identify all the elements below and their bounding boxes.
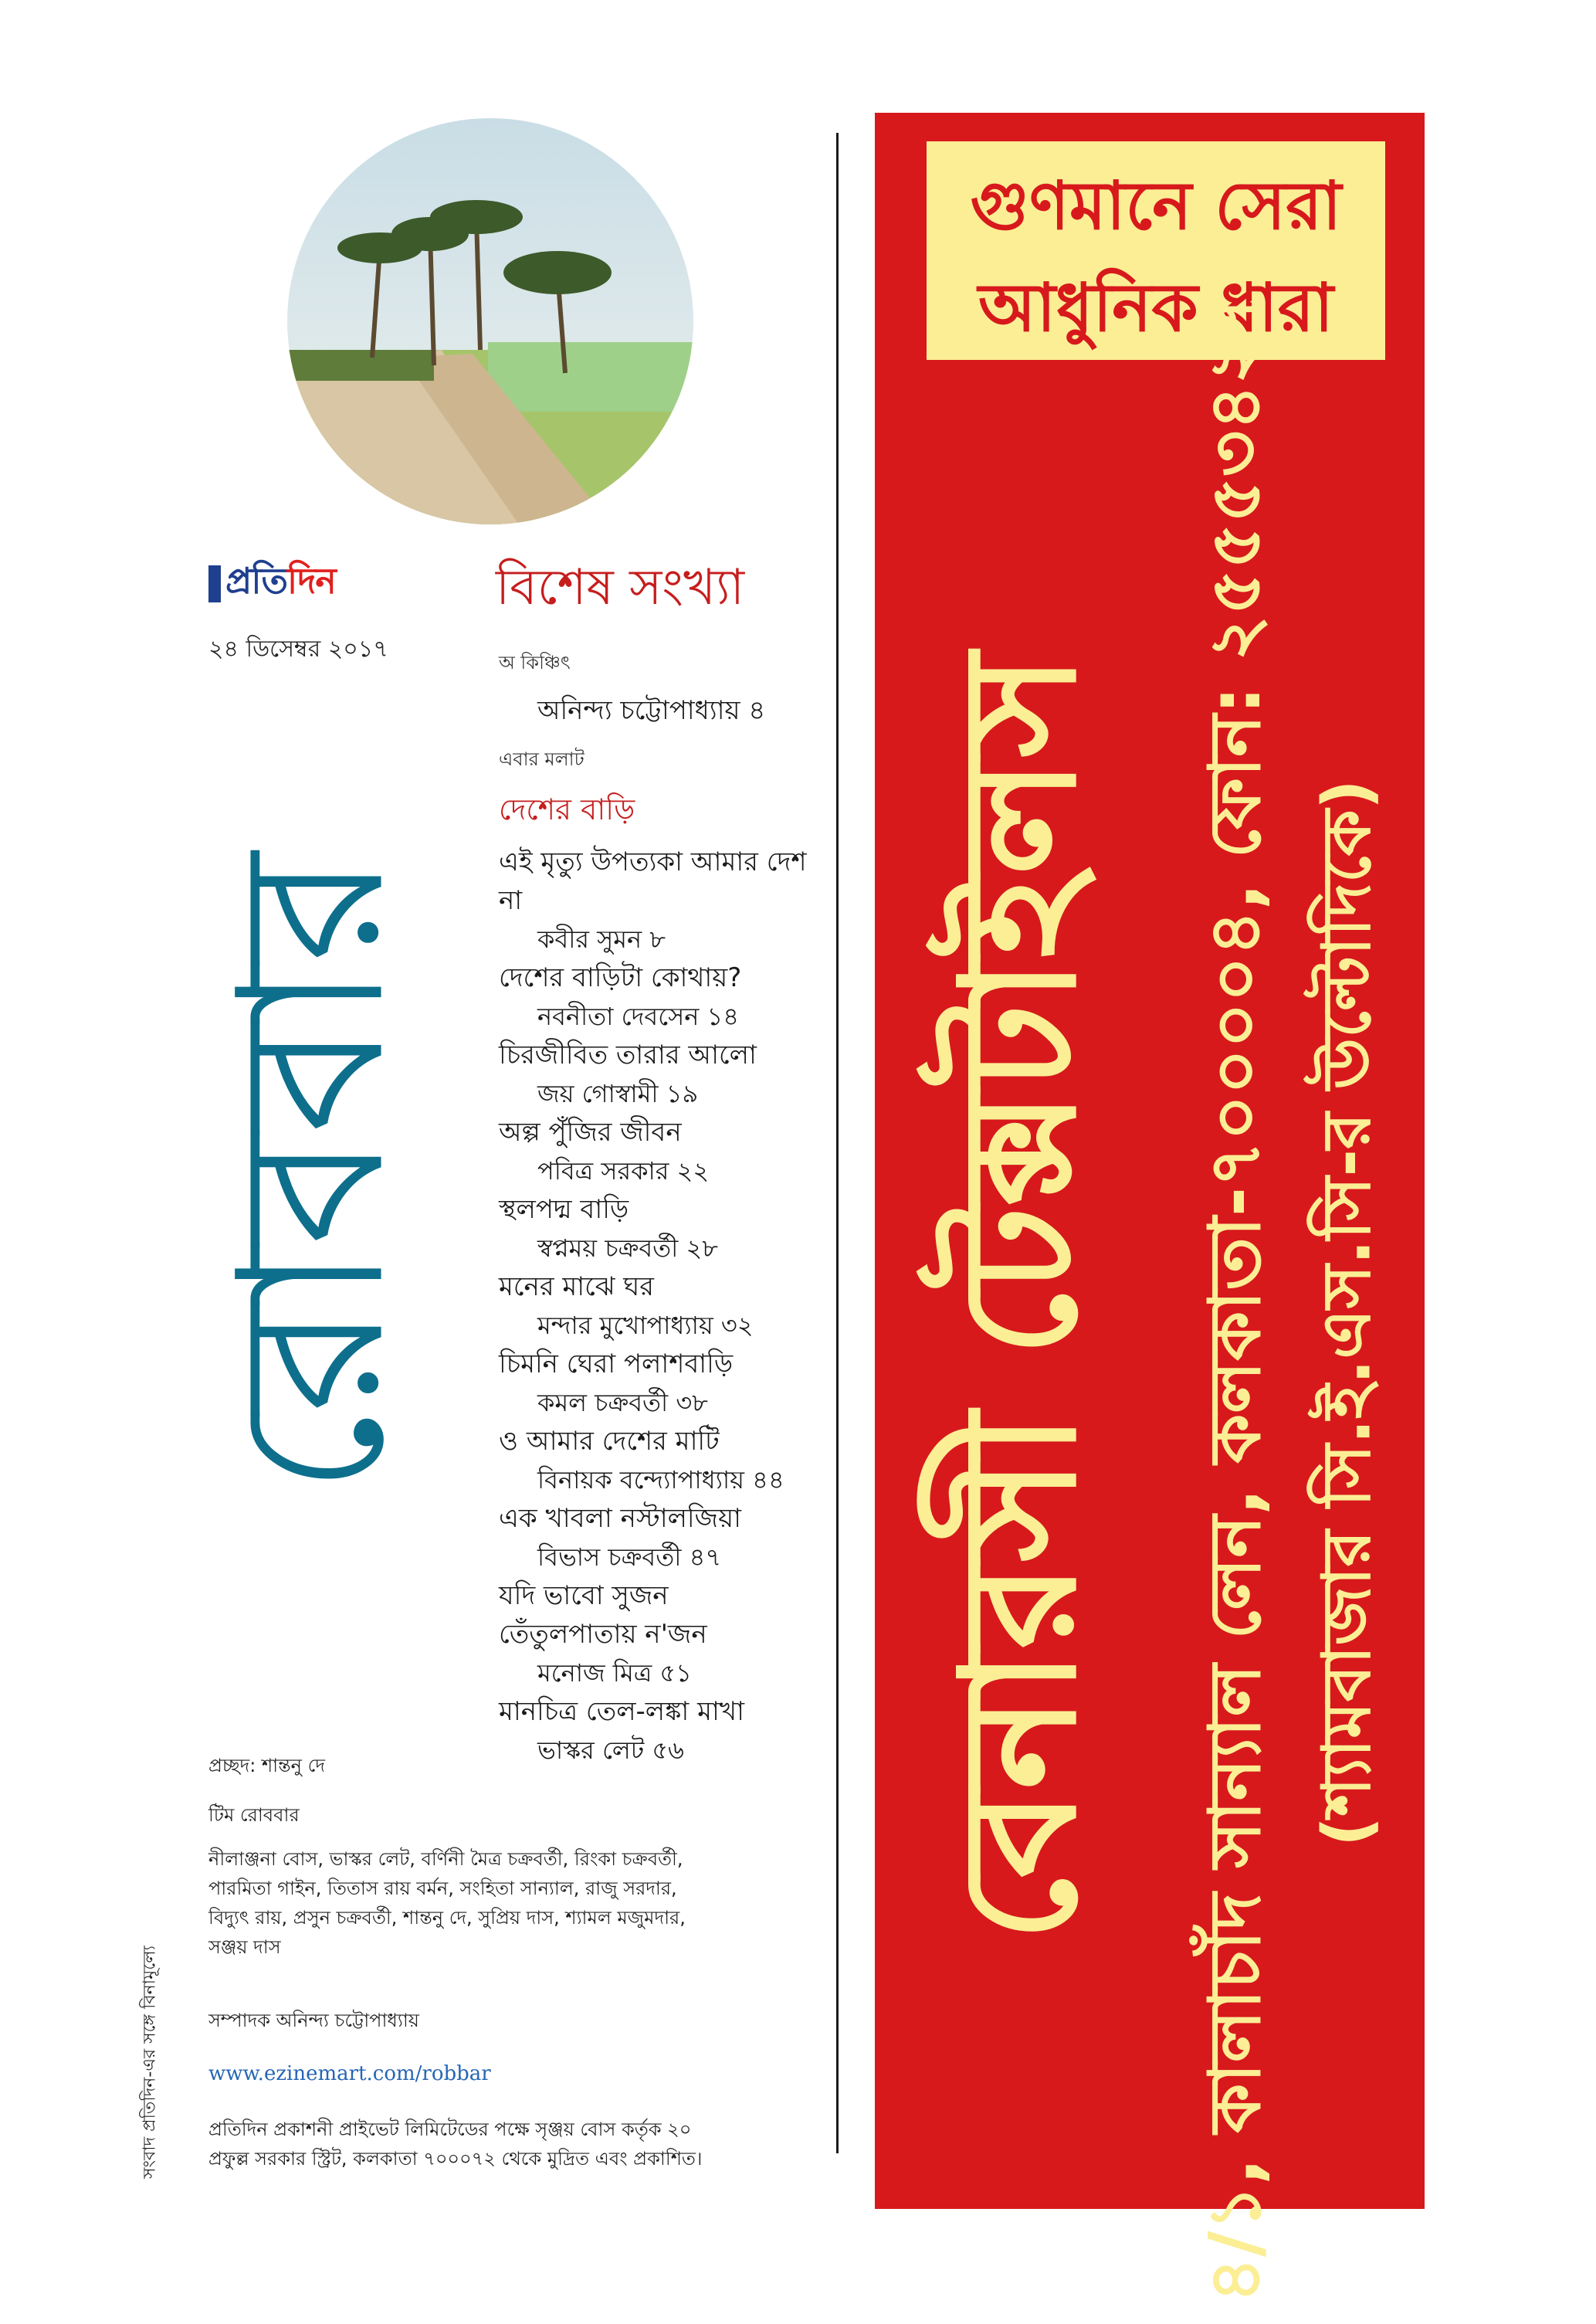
toc-article-author: জয় গোস্বামী ১৯ [537, 1079, 699, 1108]
toc-article-title: অল্প পুঁজির জীবন [499, 1117, 682, 1148]
magazine-title-text: রোববার [195, 853, 429, 1495]
imprint-line: প্রফুল্ল সরকার স্ট্রিট, কলকাতা ৭০০০৭২ থেকে মুদ্রিত এবং প্রকাশিত। [208, 2148, 703, 2170]
ad-address [1181, 292, 1297, 2303]
team-line: বিদ্যুৎ রায়, প্রসুন চক্রবর্তী, শান্তনু দে, সুপ্রিয় দাস, শ্যামল মজুমদার, [208, 1907, 686, 1929]
toc-article-title: দেশের বাড়িটা কোথায়? [499, 962, 742, 993]
magazine-title [195, 734, 440, 1614]
toc-entry-author: অনিন্দ্য চট্টোপাধ্যায় ৪ [537, 695, 766, 726]
toc-article-title: তেঁতুলপাতায় ন'জন [499, 1619, 707, 1650]
issue-date: ২৪ ডিসেম্বর ২০১৭ [208, 636, 388, 663]
ad-shop-name [875, 402, 1184, 2193]
toc-article-author: স্বপ্নময় চক্রবর্তী ২৮ [537, 1233, 719, 1263]
ad-tagline-box [927, 141, 1385, 360]
ad-tagline: গুণমানে সেরা [970, 168, 1342, 245]
imprint [208, 2115, 811, 2173]
toc-article-title: এই মৃত্যু উপত্যকা আমার দেশ না [499, 846, 807, 916]
column-divider [836, 133, 839, 2153]
side-note-text: সংবাদ প্রতিদিন-এর সঙ্গে বিনামূল্যে [140, 1946, 160, 2179]
logo-text-right: দিন [287, 560, 336, 602]
toc-article-author: মন্দার মুখোপাধ্যায় ৩২ [537, 1311, 754, 1340]
logo-mark [208, 565, 221, 602]
team-line: সঞ্জয় দাস [208, 1936, 281, 1958]
ad-landmark [1297, 779, 1405, 1847]
cover-story-heading: দেশের বাড়ি [499, 792, 635, 826]
ad-shop-name-text: বেনারসী টেক্সটাইলস [926, 653, 1112, 1942]
toc-article-title: স্থলপদ্ম বাড়ি [499, 1194, 629, 1225]
ad-tagline: আধুনিক ধারা [978, 270, 1333, 347]
editor-credit: সম্পাদক অনিন্দ্য চট্টোপাধ্যায় [208, 2010, 419, 2031]
side-note [124, 1823, 178, 2302]
toc-article-title: যদি ভাবো সুজন [499, 1580, 669, 1611]
toc-article-author: বিভাস চক্রবর্তী ৪৭ [537, 1542, 722, 1572]
toc-section-heading: অ কিঞ্চিৎ [499, 652, 571, 673]
toc-section-heading: এবার মলাট [499, 748, 585, 770]
toc-article-author: বিনায়ক বন্দ্যোপাধ্যায় ৪৪ [537, 1465, 784, 1494]
team-line: পারমিতা গাইন, তিতাস রায় বর্মন, সংহিতা সান্যাল, রাজু সরদার, [208, 1878, 677, 1899]
toc-article-title: চিরজীবিত তারার আলো [499, 1040, 757, 1070]
toc-article-title: মানচিত্র তেল-লঙ্কা মাখা [499, 1696, 744, 1727]
website-link[interactable]: www.ezinemart.com/robbar [208, 2062, 491, 2085]
toc-article-author: ভাস্কর লেট ৫৬ [537, 1735, 684, 1765]
cover-credit: প্রচ্ছদ: শান্তনু দে [208, 1755, 325, 1776]
team-members [208, 1844, 811, 1962]
ad-landmark-text: (শ্যামবাজার সি.ই.এস.সি-র উল্টোদিকে) [1308, 779, 1386, 1847]
toc-article-title: মনের মাঝে ঘর [499, 1271, 654, 1302]
toc-article-author: নবনীতা দেবসেন ১৪ [537, 1002, 740, 1031]
cover-photo [287, 118, 693, 524]
toc-article-author: কমল চক্রবর্তী ৩৮ [537, 1388, 708, 1417]
ad-address-text: ৪/১, কালাচাঁদ সান্যাল লেন, কলকাতা-৭০০০০৪, ফোন: ২৫৫৫৩৪২৭ [1194, 292, 1276, 2303]
toc-article-author: পবিত্র সরকার ২২ [537, 1156, 710, 1186]
landscape-photo-illustration [287, 118, 693, 524]
table-of-contents [499, 649, 823, 1769]
toc-article-author: মনোজ মিত্র ৫১ [537, 1658, 692, 1688]
toc-article-title: চিমনি ঘেরা পলাশবাড়ি [499, 1349, 734, 1379]
logo-text-left: প্রতি [225, 560, 288, 602]
toc-article-title: ও আমার দেশের মাটি [499, 1426, 720, 1457]
team-heading: টিম রোববার [208, 1804, 300, 1826]
imprint-line: প্রতিদিন প্রকাশনী প্রাইভেট লিমিটেডের পক্ষে সৃঞ্জয় বোস কর্তৃক ২০ [208, 2119, 692, 2140]
special-issue-heading: বিশেষ সংখ্যা [496, 559, 745, 616]
team-line: নীলাঞ্জনা বোস, ভাস্কর লেট, বর্ণিনী মৈত্র চক্রবর্তী, রিংকা চক্রবর্তী, [208, 1848, 683, 1870]
toc-article-title: এক খাবলা নস্টালজিয়া [499, 1503, 741, 1534]
toc-article-author: কবীর সুমন ৮ [537, 925, 666, 954]
pratidin-logo [208, 562, 336, 606]
